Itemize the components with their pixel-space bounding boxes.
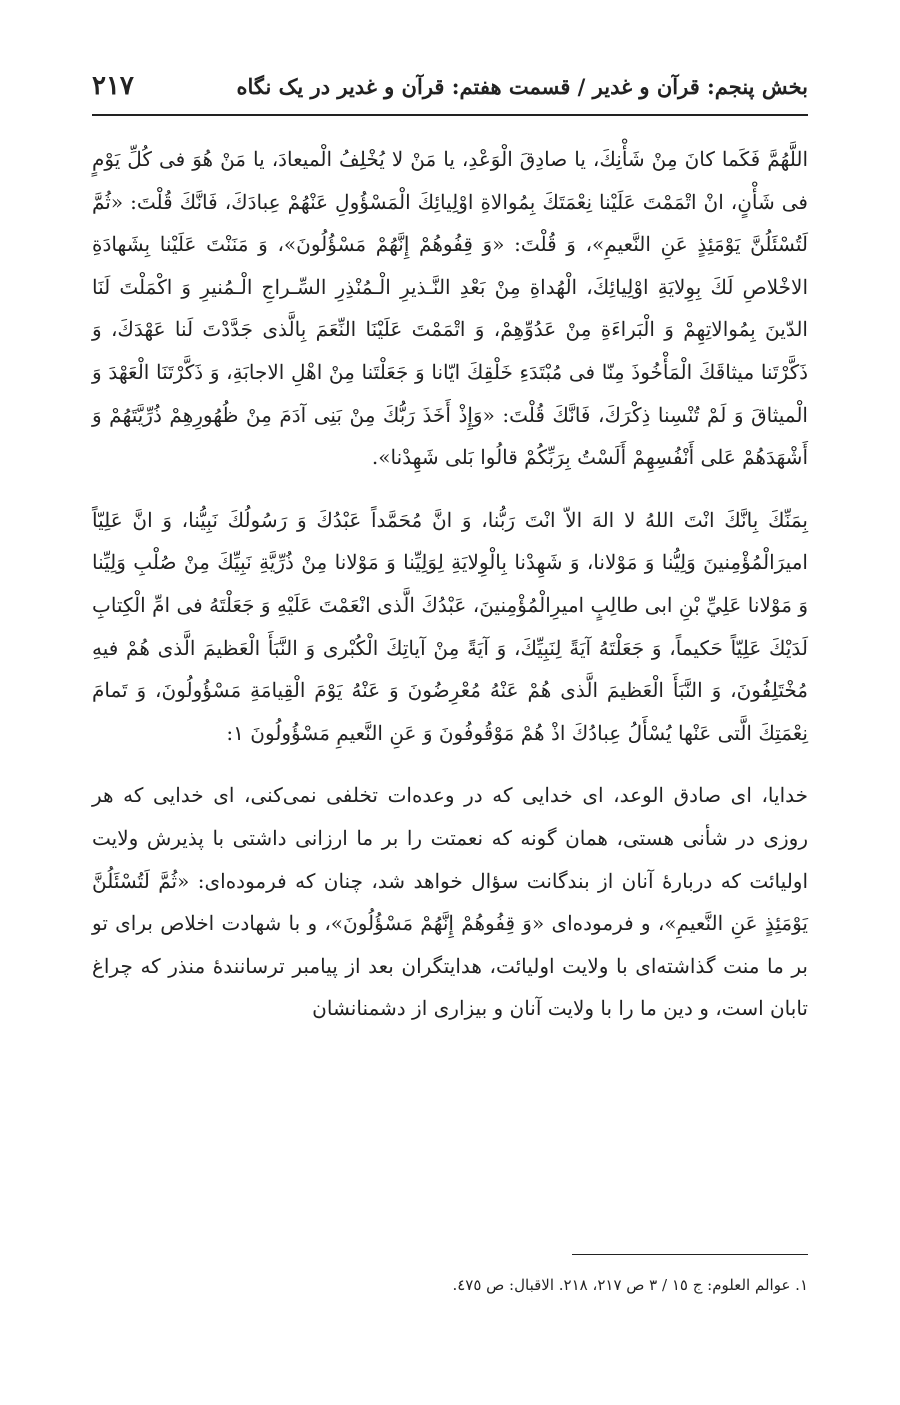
page-header — [92, 58, 808, 116]
page-number: ۲۱۷ — [92, 71, 134, 101]
running-head: بخش پنجم: قرآن و غدیر / قسمت هفتم: قرآن و غدیر در یک نگاه — [236, 73, 808, 99]
arabic-paragraph-1: اللَّهُمَّ فَكَما كانَ مِنْ شَأْنِكَ، يا صادِقَ الْوَعْدِ، يا مَنْ لا يُخْلِفُ الْميعادَ، يا مَنْ هُوَ فى كُلِّ يَوْمٍ فى شَأْنٍ، انْ اتْمَمْتَ عَلَيْنا نِعْمَتَكَ بِمُوالاةِ اوْلِيائِكَ الْمَسْؤُولِ عَنْهُمْ عِبادَكَ، فَانَّكَ قُلْتَ: «ثُمَّ لَتُسْئَلُنَّ يَوْمَئِذٍ عَنِ النَّعيمِ»، وَ قُلْتَ: «وَ قِفُوهُمْ إِنَّهُمْ مَسْؤُلُونَ»، وَ مَنَنْتَ عَلَيْنا بِشَهادَةِ الاخْلاصِ لَكَ بِوِلايَةِ اوْلِيائِكَ، الْهُداةِ مِنْ بَعْدِ النَّـذيرِ الْـمُنْذِرِ السِّـراجِ الْـمُنيرِ وَ اكْمَلْتَ لَنَا الدّينَ بِمُوالاتِهِمْ وَ الْبَراءَةِ مِنْ عَدُوِّهِمْ، وَ اتْمَمْتَ عَلَيْنَا النِّعَمَ بِالَّذى جَدَّدْتَ لَنا عَهْدَكَ، وَ ذَكَّرْتَنا ميثاقَكَ الْمَأْخُوذَ مِنّا فى مُبْتَدَءِ خَلْقِكَ ايّانا وَ جَعَلْتَنا مِنْ اهْلِ الاجابَةِ، وَ ذَكَّرْتَنَا الْعَهْدَ وَ الْميثاقَ وَ لَمْ تُنْسِنا ذِكْرَكَ، فَانَّكَ قُلْتَ: «وَإِذْ أَخَذَ رَبُّكَ مِنْ بَنِى آدَمَ مِنْ ظُهُورِهِمْ ذُرِّيَّتَهُمْ وَ أَشْهَدَهُمْ عَلى أَنْفُسِهِمْ أَلَسْتُ بِرَبِّكُمْ قالُوا بَلى شَهِدْنا». — [92, 147, 808, 470]
persian-translation-paragraph: خدایا، ای صادق الوعد، ای خدایی که در وعده‌ات تخلفی نمی‌کنی، ای خدایی که هر روزی در شأنی هستی، همان گونه که نعمتت را بر ما ارزانی داشتی با پذیرش ولایت اولیائت که دربارهٔ آنان از بندگانت سؤال خواهد شد، چنان که فرموده‌ای: «ثُمَّ لَتُسْئَلُنَّ يَوْمَئِذٍ عَنِ النَّعيمِ»، و فرموده‌ای «وَ قِفُوهُمْ إِنَّهُمْ مَسْؤُلُونَ»، و با شهادت اخلاص برای تو بر ما منت گذاشته‌ای با ولایت اولیائت، هدایتگران بعد از پیامبر ترسانندهٔ منذر که چراغ تابان است، و دین ما را با ولایت آنان و بیزاری از دشمنانشان — [92, 783, 808, 1021]
page-body — [92, 138, 808, 1030]
footnote: ١. عوالم العلوم: ج ١٥ / ٣ ص ٢١٧، ٢١٨. الاقبال: ص ٤٧٥. — [452, 1276, 808, 1294]
arabic-paragraph-2: بِمَنِّكَ بِانَّكَ انْتَ اللهُ لا الهَ الاّ انْتَ رَبُّنا، وَ انَّ مُحَمَّداً عَبْدُكَ وَ رَسُولُكَ نَبِيُّنا، وَ انَّ عَلِيّاً اميرَالْمُؤْمِنينَ وَلِيُّنا وَ مَوْلانا، وَ شَهِدْنا بِالْوِلايَةِ لِوَلِيِّنا وَ مَوْلانا مِنْ ذُرِّيَّةِ نَبِيِّكَ مِنْ صُلْبِ وَلِيِّنا وَ مَوْلانا عَلِيِّ بْنِ ابى طالِبٍ اميرِالْمُؤْمِنينَ، عَبْدُكَ الَّذى انْعَمْتَ عَلَيْهِ وَ جَعَلْتَهُ فى امِّ الْكِتابِ لَدَيْكَ عَلِيّاً حَكيماً، وَ جَعَلْتَهُ آيَةً لِنَبِيِّكَ، وَ آيَةً مِنْ آياتِكَ الْكُبْرى وَ النَّبَأَ الْعَظيمَ الَّذى هُمْ فيهِ مُخْتَلِفُونَ، وَ النَّبَأَ الْعَظيمَ الَّذى هُمْ عَنْهُ مُعْرِضُونَ وَ عَنْهُ يَوْمَ الْقِيامَةِ مَسْؤُولُونَ، وَ تَمامَ نِعْمَتِكَ الَّتى عَنْها يُسْأَلُ عِبادُكَ اذْ هُمْ مَوْقُوفُونَ وَ عَنِ النَّعيمِ مَسْؤُولُونَ ١: — [92, 507, 808, 745]
footnote-divider — [572, 1254, 808, 1255]
